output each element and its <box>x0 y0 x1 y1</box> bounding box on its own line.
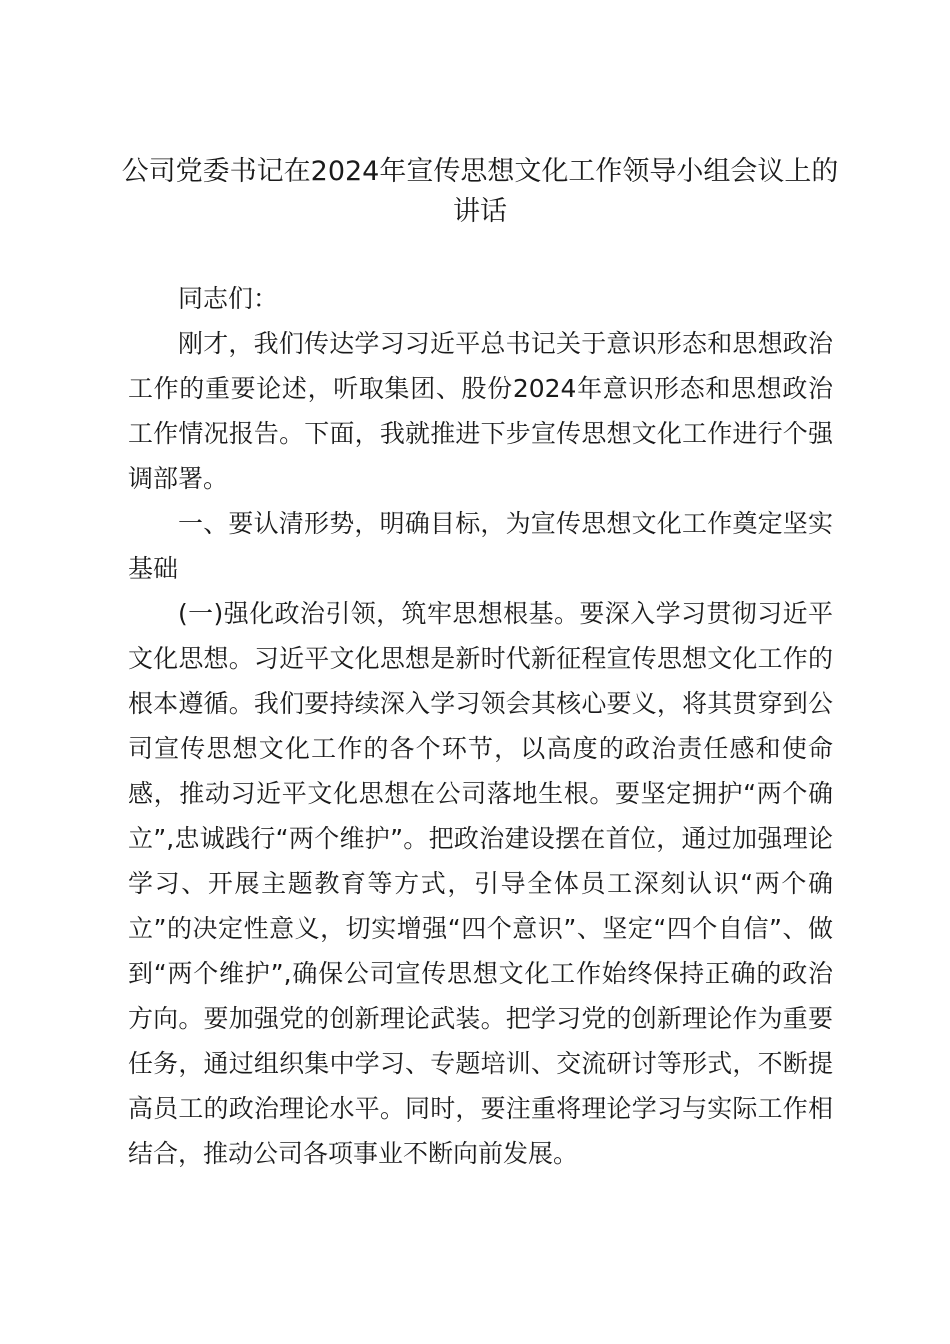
paragraph-intro: 刚才，我们传达学习习近平总书记关于意识形态和思想政治工作的重要论述，听取集团、股份2024年意识形态和思想政治工作情况报告。下面，我就推进下步宣传思想文化工作进行个强调部署。 <box>128 329 833 493</box>
salutation: 同志们： <box>178 284 279 313</box>
document-title: 公司党委书记在2024年宣传思想文化工作领导小组会议上的讲话 <box>121 156 839 227</box>
section-heading-1: 一、要认清形势，明确目标，为宣传思想文化工作奠定坚实基础 <box>128 509 833 583</box>
paragraph-subsection-1: (一)强化政治引领，筑牢思想根基。要深入学习贯彻习近平文化思想。习近平文化思想是新时代新征程宣传思想文化工作的根本遵循。我们要持续深入学习领会其核心要义，将其贯穿到公司宣传思想文化工作的各个环节，以高度的政治责任感和使命感，推动习近平文化思想在公司落地生根。要坚定拥护“两个确立”,忠诚践行“两个维护”。把政治建设摆在首位，通过加强理论学习、开展主题教育等方式，引导全体员工深刻认识“两个确立”的决定性意义，切实增强“四个意识”、坚定“四个自信”、做到“两个维护”,确保公司宣传思想文化工作始终保持正确的政治方向。要加强党的创新理论武装。把学习党的创新理论作为重要任务，通过组织集中学习、专题培训、交流研讨等形式，不断提高员工的政治理论水平。同时，要注重将理论学习与实际工作相结合，推动公司各项事业不断向前发展。 <box>128 599 833 1168</box>
document-body <box>128 276 833 1176</box>
